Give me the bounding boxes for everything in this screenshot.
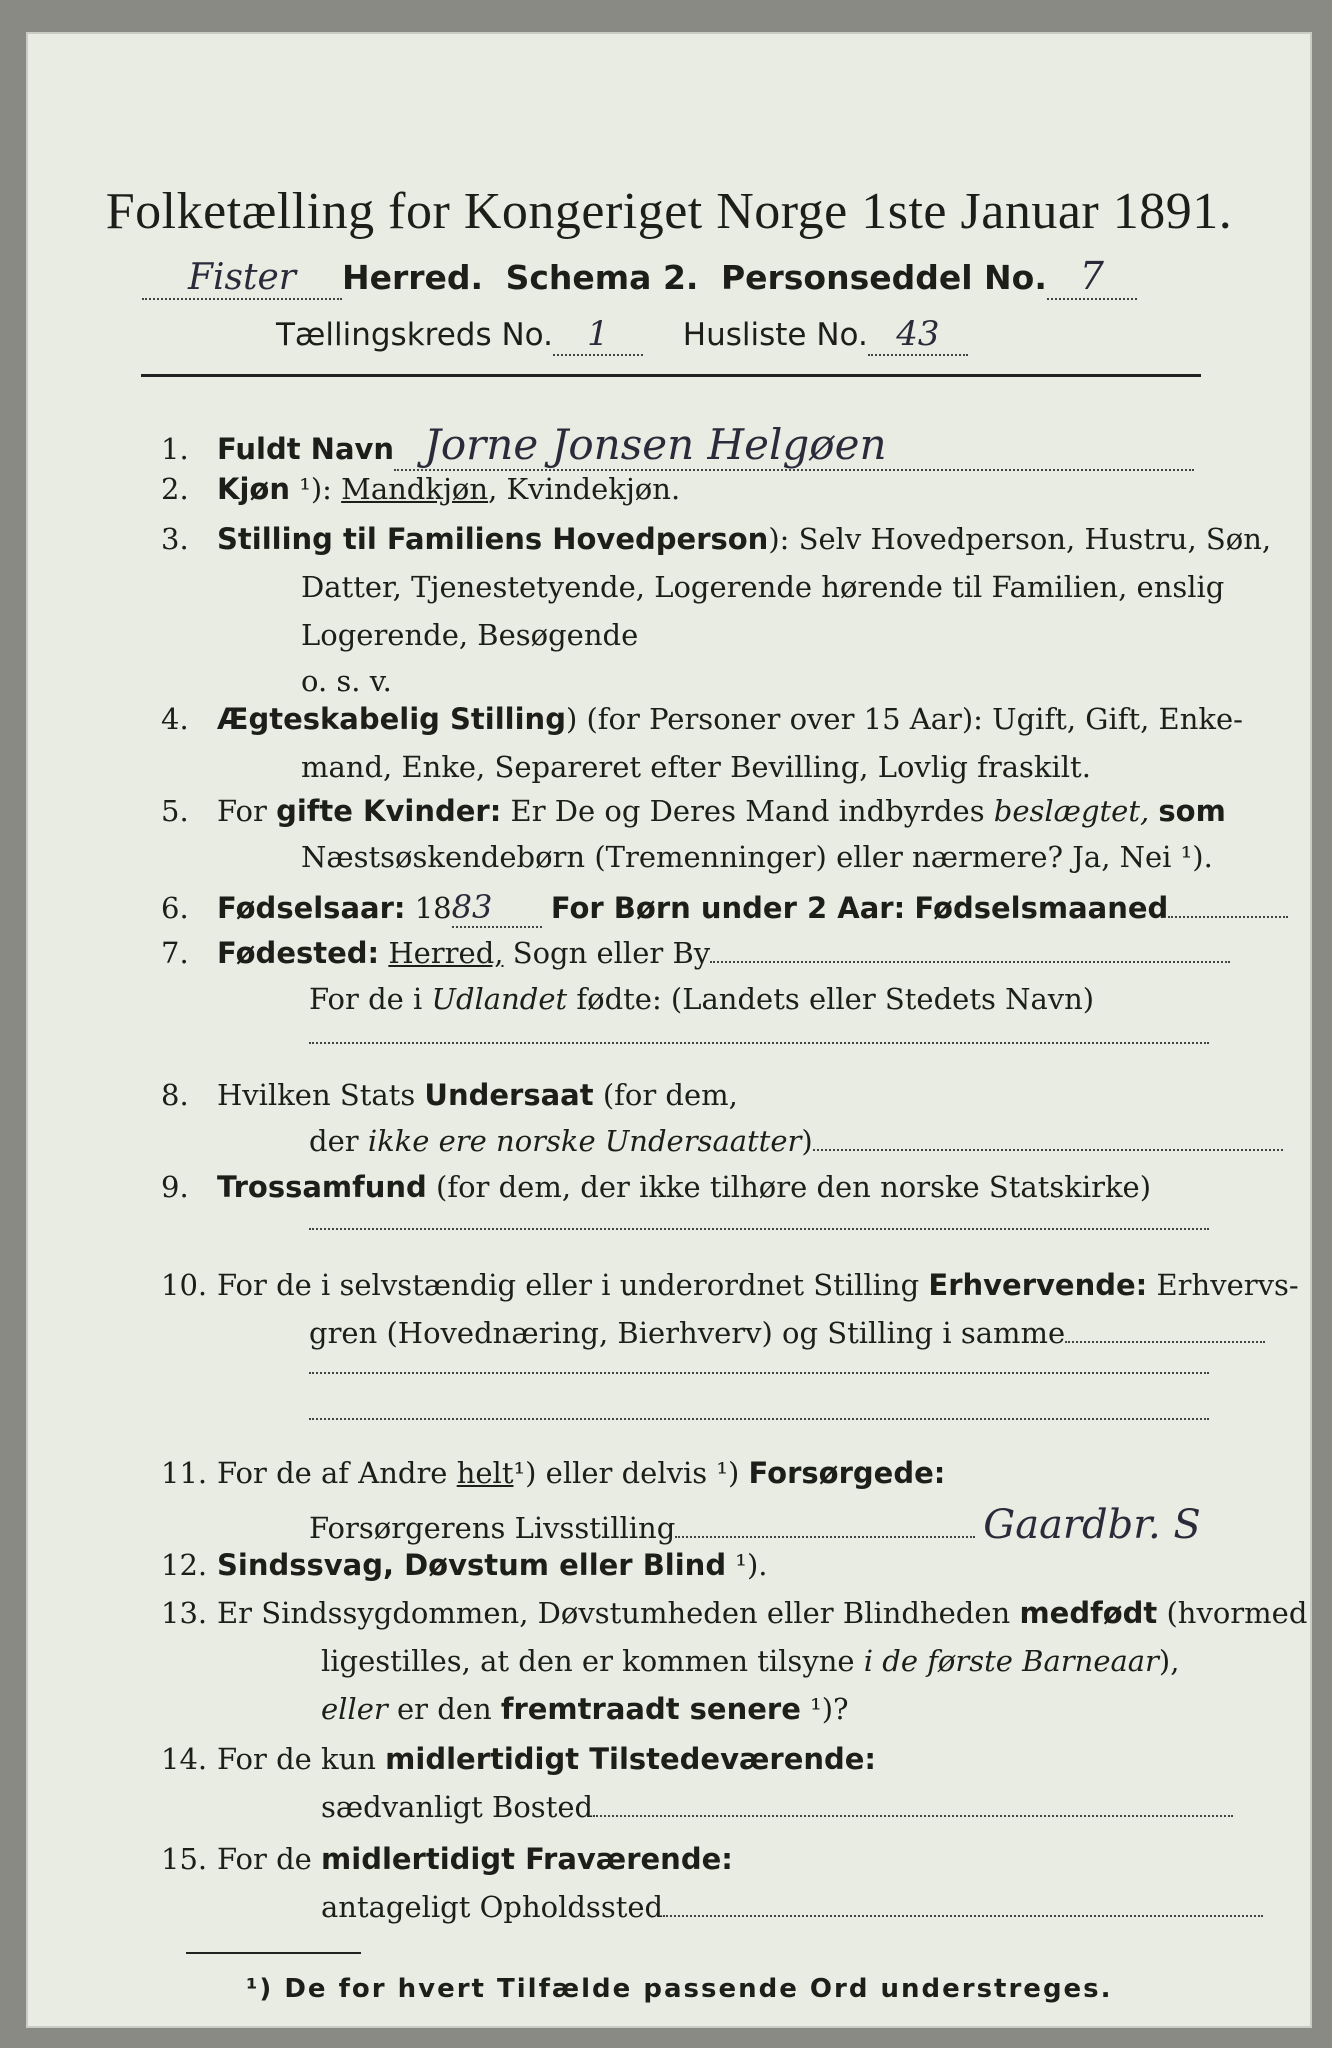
item-5-line-2: Næstsøskendebørn (Tremenninger) eller nærmere? Ja, Nei ¹). xyxy=(301,840,1213,874)
item-3-line-2: Datter, Tjenestetyende, Logerende hørende til Familien, enslig xyxy=(301,570,1225,604)
item-13-end: (hvormed xyxy=(1166,1596,1308,1630)
birth-month-label: Fødselsmaaned xyxy=(914,891,1169,925)
item-number: 1. xyxy=(161,432,189,466)
item-14-prefix: For de kun xyxy=(217,1742,376,1776)
item-5-text: Er De og Deres Mand indbyrdes xyxy=(510,794,985,828)
item-8-text: (for dem, xyxy=(602,1078,738,1112)
birth-year-value: 83 xyxy=(451,888,493,926)
item-12: 12. Sindssvag, Døvstum eller Blind ¹). xyxy=(161,1548,768,1582)
herred-label: Herred. xyxy=(342,258,484,297)
birth-year-prefix: 18 xyxy=(414,891,452,925)
item-5-prefix: For xyxy=(217,794,267,828)
item-13-line-3-italic: eller xyxy=(321,1692,388,1726)
supported-label: Forsørgede: xyxy=(748,1456,946,1490)
supporter-occupation-label: Forsørgerens Livsstilling xyxy=(309,1511,676,1545)
item-11-line-2 xyxy=(309,1502,1201,1548)
item-15-line-2 xyxy=(321,1890,1263,1924)
disability-label: Sindssvag, Døvstum eller Blind xyxy=(217,1548,727,1582)
personseddel-label: Personseddel No. xyxy=(720,258,1047,297)
supporter-occupation-value: Gaardbr. S xyxy=(983,1502,1201,1548)
item-3 xyxy=(161,522,1271,556)
item-number: 2. xyxy=(161,472,189,506)
item-7-line-2-b: fødte: (Landets eller Stedets Navn) xyxy=(576,982,1095,1016)
item-5-italic: beslægtet, xyxy=(993,794,1150,828)
married-women-label: gifte Kvinder: xyxy=(276,794,502,828)
item-number: 8. xyxy=(161,1078,189,1112)
item-8-prefix: Hvilken Stats xyxy=(217,1078,416,1112)
item-4-line-2: mand, Enke, Separeret efter Bevilling, Lovlig fraskilt. xyxy=(301,750,1091,784)
item-8-italic: ikke ere norske Undersaatter xyxy=(367,1124,802,1158)
item-11: 11. For de af Andre helt¹) eller delvis ¹) Forsørgede: xyxy=(161,1456,946,1490)
religion-label: Trossamfund xyxy=(217,1170,427,1204)
footnote: ¹) De for hvert Tilfælde passende Ord understreges. xyxy=(246,1974,1113,2004)
personseddel-value: 7 xyxy=(1079,254,1104,298)
item-number: 4. xyxy=(161,702,189,736)
family-position-options: ): Selv Hovedperson, Hustru, Søn, xyxy=(768,522,1272,556)
subject-label: Undersaat xyxy=(424,1078,594,1112)
kreds-label: Tællingskreds No. xyxy=(276,317,553,353)
item-3-line-4: o. s. v. xyxy=(301,664,392,698)
item-2: 2. Kjøn ¹): Mandkjøn, Kvindekjøn. xyxy=(161,472,681,506)
usual-residence-label: sædvanligt Bosted xyxy=(321,1790,594,1824)
item-8-line-2: der ikke ere norske Undersaatter) xyxy=(309,1124,1283,1158)
item-11-helt: helt xyxy=(456,1456,514,1490)
marital-status-label: Ægteskabelig Stilling xyxy=(217,702,566,736)
herred-line xyxy=(142,254,1137,300)
item-10-line-2 xyxy=(309,1316,1265,1350)
item-number: 15. xyxy=(161,1842,208,1876)
item-8-line-2-a: der xyxy=(309,1124,359,1158)
footnote-divider xyxy=(186,1952,361,1954)
item-7-blank-line xyxy=(309,1032,1209,1044)
birthplace-label: Fødested: xyxy=(217,936,380,970)
birth-year-label: Fødselsaar: xyxy=(217,891,406,925)
item-number: 13. xyxy=(161,1596,208,1630)
item-1 xyxy=(161,420,1194,471)
full-name-value: Jorne Jonsen Helgøen xyxy=(424,420,887,469)
item-4 xyxy=(161,702,1243,736)
item-13-line-3: eller er den fremtraadt senere ¹)? xyxy=(321,1692,849,1726)
item-number: 14. xyxy=(161,1742,208,1776)
item-13-line-2: ligestilles, at den er kommen tilsyne i de første Barneaar), xyxy=(321,1644,1180,1678)
item-11-mid: ) eller delvis xyxy=(525,1456,708,1490)
congenital-label: medfødt xyxy=(1019,1596,1158,1630)
item-9-text: (for dem, der ikke tilhøre den norske Statskirke) xyxy=(436,1170,1152,1204)
onset-later-label: fremtraadt senere xyxy=(500,1692,801,1726)
item-number: 10. xyxy=(161,1268,208,1302)
item-10-line-2-text: gren (Hovednæring, Bierhverv) og Stilling i samme xyxy=(309,1316,1066,1350)
item-number: 12. xyxy=(161,1548,208,1582)
item-number: 5. xyxy=(161,794,189,828)
birthplace-option-sogn: Sogn eller By xyxy=(512,936,711,970)
full-name-label: Fuldt Navn xyxy=(217,432,395,466)
item-6-text: For Børn under 2 Aar: xyxy=(550,891,906,925)
birthplace-option-herred: Herred, xyxy=(388,936,504,970)
item-15-prefix: For de xyxy=(217,1842,312,1876)
item-number: 11. xyxy=(161,1456,208,1490)
item-number: 6. xyxy=(161,891,189,925)
sex-label: Kjøn xyxy=(217,472,290,506)
form-title: Folketælling for Kongeriget Norge 1ste Januar 1891. xyxy=(105,183,1233,240)
item-10-blank-line-1 xyxy=(309,1362,1209,1374)
item-10-end: Erhvervs- xyxy=(1156,1268,1299,1302)
occupation-label: Erhvervende: xyxy=(928,1268,1148,1302)
item-7-line-2 xyxy=(309,982,1094,1016)
item-11-prefix: For de af Andre xyxy=(217,1456,448,1490)
item-13-italic: i de første Barneaar xyxy=(863,1644,1159,1678)
item-number: 9. xyxy=(161,1170,189,1204)
item-7-line-2-a: For de i xyxy=(309,982,423,1016)
kreds-value: 1 xyxy=(587,314,609,354)
sex-option-male: Mandkjøn xyxy=(341,472,489,506)
item-13-line-2-text: ligestilles, at den er kommen tilsyne xyxy=(321,1644,855,1678)
item-13-line-3-text: er den xyxy=(396,1692,492,1726)
schema-label: Schema 2. xyxy=(505,258,699,297)
item-6 xyxy=(161,888,1288,928)
item-13-prefix: Er Sindssygdommen, Døvstumheden eller Blindheden xyxy=(217,1596,1011,1630)
item-14-line-2 xyxy=(321,1790,1233,1824)
sex-option-female: , Kvindekjøn. xyxy=(488,472,681,506)
item-7-italic: Udlandet xyxy=(431,982,568,1016)
item-3-line-3: Logerende, Besøgende xyxy=(301,618,639,652)
husliste-label: Husliste No. xyxy=(682,317,868,353)
item-14 xyxy=(161,1742,876,1776)
temporarily-present-label: midlertidigt Tilstedeværende: xyxy=(385,1742,877,1776)
item-13 xyxy=(161,1596,1307,1630)
herred-value: Fister xyxy=(188,257,296,298)
item-number: 3. xyxy=(161,522,189,556)
family-position-label: Stilling til Familiens Hovedperson xyxy=(217,522,769,556)
item-8 xyxy=(161,1078,738,1112)
probable-residence-label: antageligt Opholdssted xyxy=(321,1890,664,1924)
kreds-line xyxy=(276,314,968,356)
item-15 xyxy=(161,1842,733,1876)
item-10 xyxy=(161,1268,1299,1302)
item-10-blank-line-2 xyxy=(309,1408,1209,1420)
item-number: 7. xyxy=(161,936,189,970)
census-form-sheet xyxy=(26,32,1312,2028)
temporarily-absent-label: midlertidigt Fraværende: xyxy=(321,1842,733,1876)
item-5-end: som xyxy=(1158,794,1226,828)
item-10-prefix: For de i selvstændig eller i underordnet Stilling xyxy=(217,1268,920,1302)
item-9-blank-line xyxy=(309,1218,1209,1230)
item-7 xyxy=(161,936,1230,970)
item-9 xyxy=(161,1170,1151,1204)
item-5 xyxy=(161,794,1226,828)
husliste-value: 43 xyxy=(896,314,940,354)
marital-status-options: ) (for Personer over 15 Aar): Ugift, Gift, Enke- xyxy=(565,702,1243,736)
header-divider xyxy=(141,374,1201,377)
